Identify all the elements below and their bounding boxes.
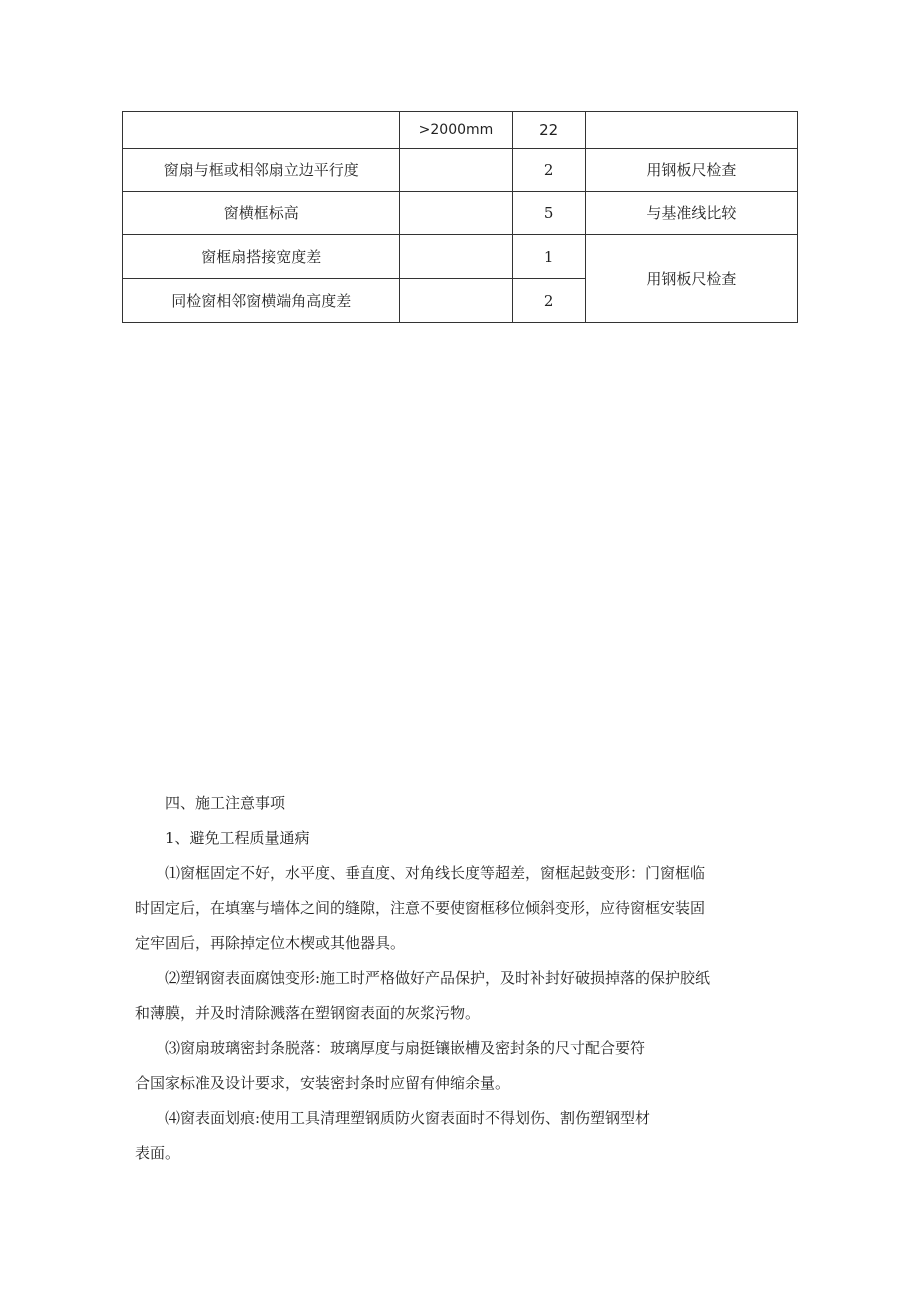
item-cell: 同检窗相邻窗横端角高度差 xyxy=(123,279,400,323)
value-cell: 1 xyxy=(512,235,585,279)
paragraph-line: 时固定后，在填塞与墙体之间的缝隙，注意不要使窗框移位倾斜变形，应待窗框安装固 xyxy=(135,899,706,917)
value-cell: 5 xyxy=(512,192,585,235)
item-cell: 窗扇与框或相邻扇立边平行度 xyxy=(123,149,400,192)
notes-section xyxy=(135,786,805,1171)
range-cell xyxy=(400,235,512,279)
paragraph-line: 和薄膜，并及时清除溅落在塑钢窗表面的灰浆污物。 xyxy=(135,1004,481,1022)
range-cell: >2000mm xyxy=(400,112,512,149)
paragraph-line: 表面。 xyxy=(135,1144,181,1162)
table-row xyxy=(123,112,798,149)
range-cell xyxy=(400,192,512,235)
paragraph-line: ⑷窗表面划痕:使用工具清理塑钢质防火窗表面时不得划伤、割伤塑钢型材 xyxy=(165,1109,651,1127)
item-cell: 窗横框标高 xyxy=(123,192,400,235)
tolerance-table xyxy=(122,111,798,323)
table-row xyxy=(123,235,798,279)
table-row xyxy=(123,192,798,235)
value-cell: 22 xyxy=(512,112,585,149)
range-cell xyxy=(400,149,512,192)
item-cell xyxy=(123,112,400,149)
range-cell xyxy=(400,279,512,323)
method-cell: 用钢板尺检查 xyxy=(585,235,797,323)
method-cell xyxy=(585,112,797,149)
value-cell: 2 xyxy=(512,279,585,323)
paragraph-line: ⑵塑钢窗表面腐蚀变形:施工时严格做好产品保护，及时补封好破损掉落的保护胶纸 xyxy=(165,969,711,987)
paragraph-line: ⑴窗框固定不好，水平度、垂直度、对角线长度等超差，窗框起鼓变形：门窗框临 xyxy=(165,864,706,882)
method-cell: 用钢板尺检查 xyxy=(585,149,797,192)
paragraph-line: 合国家标准及设计要求，安装密封条时应留有伸缩余量。 xyxy=(135,1074,511,1092)
paragraph-line: 定牢固后，再除掉定位木楔或其他器具。 xyxy=(135,934,406,952)
section-subheading: 1、避免工程质量通病 xyxy=(165,829,310,847)
table-row xyxy=(123,149,798,192)
value-cell: 2 xyxy=(512,149,585,192)
item-cell: 窗框扇搭接宽度差 xyxy=(123,235,400,279)
method-cell: 与基准线比较 xyxy=(585,192,797,235)
paragraph-line: ⑶窗扇玻璃密封条脱落：玻璃厚度与扇挺镶嵌槽及密封条的尺寸配合要符 xyxy=(165,1039,646,1057)
section-heading: 四、施工注意事项 xyxy=(165,794,286,812)
